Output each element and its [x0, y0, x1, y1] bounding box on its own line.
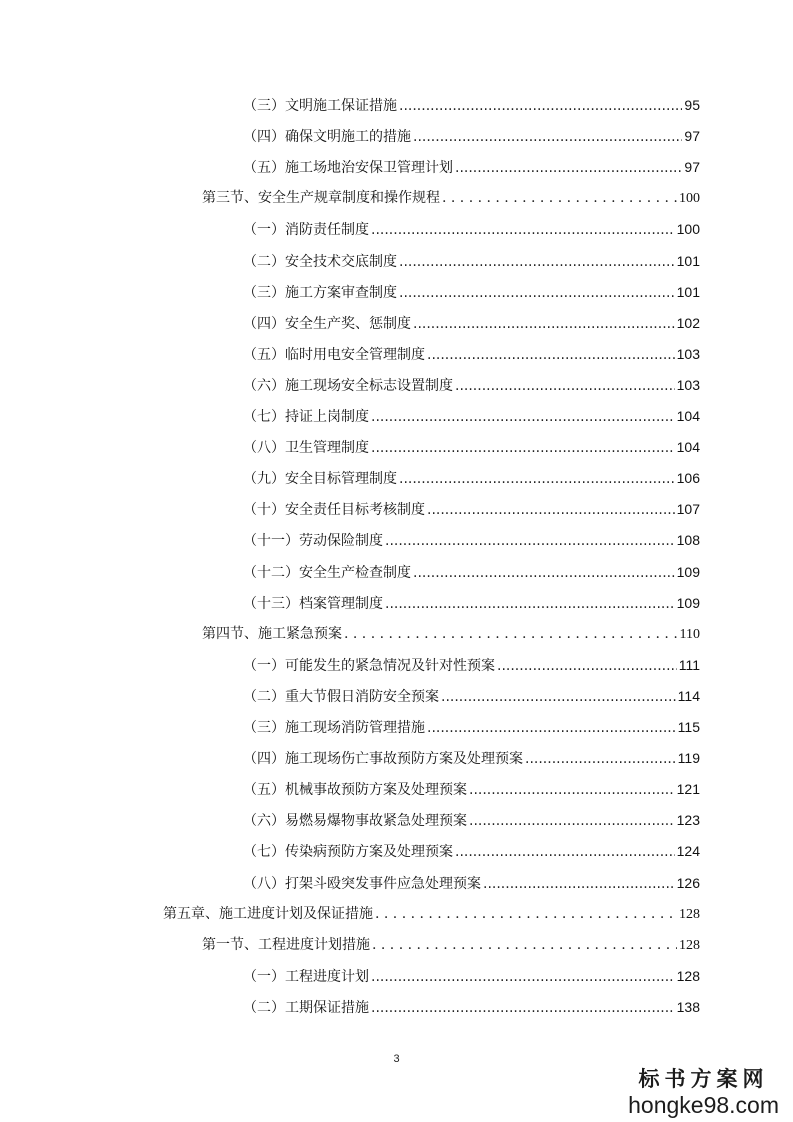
- toc-entry-page-number: 115: [677, 719, 700, 735]
- toc-entry-item[interactable]: [243, 435, 700, 459]
- toc-entry-page-number: 114: [677, 688, 700, 704]
- toc-dot-leader: [385, 592, 675, 616]
- toc-dot-leader: [399, 467, 675, 491]
- toc-entry-item[interactable]: [243, 155, 700, 179]
- toc-entry-page-number: 97: [684, 128, 700, 144]
- toc-dot-leader: [497, 654, 677, 678]
- toc-dot-leader: [371, 996, 675, 1020]
- toc-entry-label: （十二）安全生产检查制度: [243, 565, 411, 581]
- toc-entry-item[interactable]: [243, 684, 700, 708]
- toc-entry-page-number: 123: [676, 812, 700, 828]
- toc-entry-page-number: 109: [676, 564, 700, 580]
- toc-entry-item[interactable]: [243, 217, 700, 241]
- toc-entry-page-number: 103: [676, 346, 700, 362]
- toc-entry-page-number: 119: [677, 750, 700, 766]
- toc-entry-page-number: 138: [676, 999, 700, 1015]
- toc-dot-leader: [413, 125, 682, 149]
- toc-entry-label: （五）临时用电安全管理制度: [243, 347, 425, 363]
- toc-entry-page-number: 97: [684, 159, 700, 175]
- toc-entry-item[interactable]: [243, 93, 700, 117]
- toc-entry-page-number: 101: [676, 253, 700, 269]
- toc-dot-leader: [483, 872, 675, 896]
- toc-entry-page-number: 107: [676, 501, 700, 517]
- toc-entry-label: （一）可能发生的紧急情况及针对性预案: [243, 658, 495, 674]
- toc-dot-leader: [372, 933, 677, 957]
- toc-entry-item[interactable]: [243, 746, 700, 770]
- toc-entry-page-number: 126: [676, 875, 700, 891]
- toc-entry-page-number: 121: [676, 781, 700, 797]
- toc-entry-page-number: 108: [676, 532, 700, 548]
- toc-dot-leader: [413, 561, 675, 585]
- toc-entry-item[interactable]: [243, 871, 700, 895]
- toc-entry-page-number: 124: [676, 843, 700, 859]
- toc-entry-label: （三）施工方案审查制度: [243, 285, 397, 301]
- toc-dot-leader: [399, 250, 675, 274]
- toc-entry-label: 第四节、施工紧急预案: [202, 626, 342, 642]
- toc-dot-leader: [469, 778, 675, 802]
- toc-entry-item[interactable]: [243, 249, 700, 273]
- toc-entry-item[interactable]: [243, 560, 700, 584]
- toc-entry-label: 第五章、施工进度计划及保证措施: [163, 906, 373, 922]
- toc-entry-page-number: 128: [679, 938, 700, 953]
- watermark-chinese-text: 标书方案网: [638, 1066, 769, 1091]
- toc-dot-leader: [455, 840, 675, 864]
- toc-entry-item[interactable]: [243, 466, 700, 490]
- toc-dot-leader: [455, 156, 682, 180]
- toc-dot-leader: [344, 622, 678, 646]
- toc-entry-page-number: 104: [676, 439, 700, 455]
- toc-dot-leader: [455, 374, 675, 398]
- toc-dot-leader: [427, 716, 676, 740]
- toc-entry-label: （四）确保文明施工的措施: [243, 129, 411, 145]
- toc-entry-label: 第一节、工程进度计划措施: [202, 937, 370, 953]
- toc-entry-page-number: 104: [676, 408, 700, 424]
- toc-entry-label: （二）工期保证措施: [243, 1000, 369, 1016]
- toc-dot-leader: [371, 436, 675, 460]
- toc-entry-item[interactable]: [243, 311, 700, 335]
- toc-entry-label: （八）打架斗殴突发事件应急处理预案: [243, 876, 481, 892]
- toc-entry-item[interactable]: [243, 995, 700, 1019]
- toc-entry-page-number: 101: [676, 284, 700, 300]
- toc-entry-page-number: 100: [679, 191, 700, 206]
- toc-dot-leader: [413, 312, 675, 336]
- toc-entry-item[interactable]: [243, 342, 700, 366]
- toc-entry-item[interactable]: [243, 653, 700, 677]
- toc-entry-page-number: 95: [684, 97, 700, 113]
- toc-entry-label: （五）机械事故预防方案及处理预案: [243, 782, 467, 798]
- toc-entry-label: （一）工程进度计划: [243, 969, 369, 985]
- toc-entry-label: （三）文明施工保证措施: [243, 98, 397, 114]
- toc-entry-section[interactable]: [202, 622, 700, 646]
- toc-entry-item[interactable]: [243, 528, 700, 552]
- toc-dot-leader: [385, 529, 675, 553]
- toc-dot-leader: [442, 186, 677, 210]
- toc-entry-label: （一）消防责任制度: [243, 222, 369, 238]
- toc-entry-page-number: 106: [676, 470, 700, 486]
- toc-entry-page-number: 128: [676, 968, 700, 984]
- toc-entry-page-number: 111: [678, 657, 700, 673]
- watermark-logo: [628, 1066, 779, 1118]
- toc-dot-leader: [399, 281, 675, 305]
- toc-dot-leader: [441, 685, 676, 709]
- toc-entry-page-number: 103: [676, 377, 700, 393]
- toc-entry-item[interactable]: [243, 839, 700, 863]
- toc-entry-page-number: 110: [679, 627, 700, 642]
- toc-entry-item[interactable]: [243, 591, 700, 615]
- toc-entry-label: （十）安全责任目标考核制度: [243, 502, 425, 518]
- toc-entry-item[interactable]: [243, 777, 700, 801]
- watermark-url-text: hongke98.com: [628, 1092, 779, 1118]
- toc-entry-label: （九）安全目标管理制度: [243, 471, 397, 487]
- toc-entry-label: （五）施工场地治安保卫管理计划: [243, 160, 453, 176]
- toc-entry-label: （十一）劳动保险制度: [243, 533, 383, 549]
- toc-entry-page-number: 100: [676, 221, 700, 237]
- toc-entry-label: （六）易燃易爆物事故紧急处理预案: [243, 813, 467, 829]
- toc-entry-item[interactable]: [243, 964, 700, 988]
- toc-dot-leader: [371, 405, 675, 429]
- toc-entry-label: （七）持证上岗制度: [243, 409, 369, 425]
- toc-dot-leader: [469, 809, 675, 833]
- toc-entry-page-number: 128: [679, 907, 700, 922]
- toc-entry-item[interactable]: [243, 497, 700, 521]
- toc-entry-label: 第三节、安全生产规章制度和操作规程: [202, 190, 440, 206]
- toc-dot-leader: [525, 747, 676, 771]
- toc-entry-page-number: 109: [676, 595, 700, 611]
- toc-entry-item[interactable]: [243, 280, 700, 304]
- toc-entry-item[interactable]: [243, 124, 700, 148]
- toc-entry-label: （二）重大节假日消防安全预案: [243, 689, 439, 705]
- toc-entry-label: （二）安全技术交底制度: [243, 254, 397, 270]
- toc-entry-item[interactable]: [243, 715, 700, 739]
- toc-entry-item[interactable]: [243, 373, 700, 397]
- toc-entry-label: （四）施工现场伤亡事故预防方案及处理预案: [243, 751, 523, 767]
- toc-dot-leader: [375, 902, 677, 926]
- toc-entry-label: （四）安全生产奖、惩制度: [243, 316, 411, 332]
- toc-entry-item[interactable]: [243, 808, 700, 832]
- toc-entry-page-number: 102: [676, 315, 700, 331]
- toc-dot-leader: [371, 218, 675, 242]
- toc-entry-label: （八）卫生管理制度: [243, 440, 369, 456]
- toc-entry-label: （十三）档案管理制度: [243, 596, 383, 612]
- toc-dot-leader: [399, 94, 682, 118]
- toc-entry-item[interactable]: [243, 404, 700, 428]
- toc-entry-label: （七）传染病预防方案及处理预案: [243, 844, 453, 860]
- toc-dot-leader: [427, 498, 675, 522]
- toc-dot-leader: [427, 343, 675, 367]
- toc-entry-section[interactable]: [202, 186, 700, 210]
- toc-entry-label: （三）施工现场消防管理措施: [243, 720, 425, 736]
- toc-entry-section[interactable]: [202, 933, 700, 957]
- toc-dot-leader: [371, 965, 675, 989]
- toc-entry-chapter[interactable]: [163, 902, 700, 926]
- page-number: 3: [393, 1053, 400, 1065]
- toc-entry-label: （六）施工现场安全标志设置制度: [243, 378, 453, 394]
